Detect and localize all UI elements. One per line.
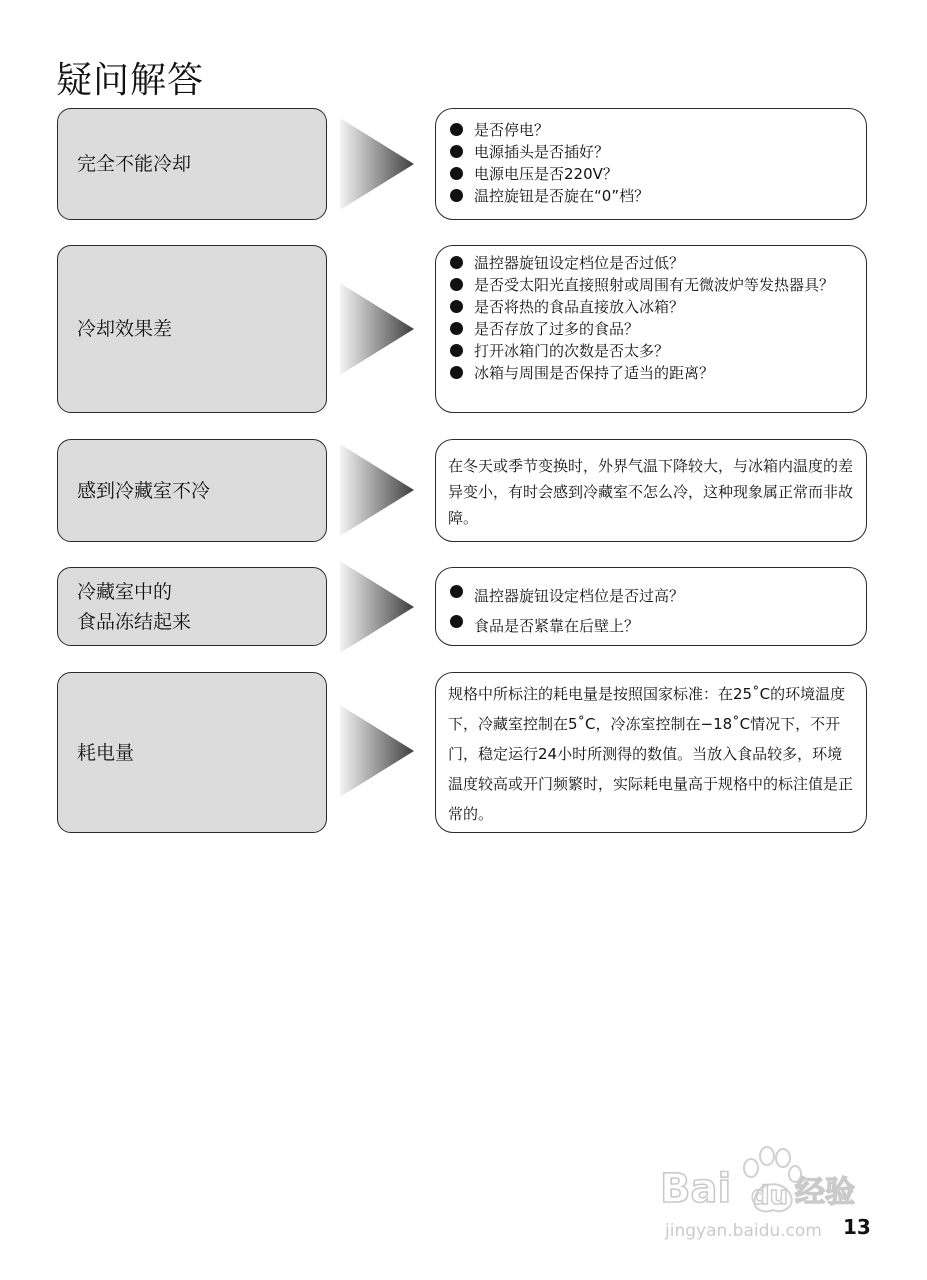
answer-item: 温控旋钮是否旋在“0”档？ — [448, 185, 854, 207]
answer-list — [448, 119, 854, 207]
problem-box — [57, 439, 327, 542]
problem-box — [57, 567, 327, 646]
problem-text: 冷藏室中的 — [77, 580, 173, 603]
answer-box — [435, 567, 867, 646]
problem-text: 食品冻结起来 — [77, 610, 192, 633]
problem-text: 完全不能冷却 — [77, 153, 192, 175]
answer-text: 在冬天或季节变换时，外界气温下降较大，与冰箱内温度的差异变小，有时会感到冷藏室不怎么冷，这种现象属正常而非故障。 — [448, 457, 854, 527]
svg-text:du: du — [751, 1181, 789, 1211]
problem-text: 耗电量 — [77, 741, 135, 764]
answer-box — [435, 108, 867, 220]
answer-item: 是否停电？ — [448, 119, 854, 141]
baidu-watermark-logo — [655, 1140, 875, 1245]
page-number: 13 — [843, 1215, 871, 1239]
problem-box — [57, 245, 327, 413]
answer-item: 打开冰箱门的次数是否太多？ — [448, 340, 854, 362]
svg-text:jingyan.baidu.com: jingyan.baidu.com — [665, 1221, 822, 1241]
answer-box — [435, 672, 867, 833]
answer-item: 是否受太阳光直接照射或周围有无微波炉等发热器具？ — [448, 274, 854, 296]
svg-text:Bai: Bai — [660, 1166, 732, 1212]
answer-item: 电源插头是否插好？ — [448, 141, 854, 163]
answer-list — [448, 581, 854, 641]
problem-text: 感到冷藏室不冷 — [77, 479, 211, 502]
answer-text: 规格中所标注的耗电量是按照国家标准：在25˚C的环境温度下，冷藏室控制在5˚C，冷冻室控制在−18˚C情况下，不开门，稳定运行24小时所测得的数值。当放入食品较多，环境温度较高或开门频繁时，实际耗电量高于规格中的标注值是正常的。 — [448, 685, 854, 823]
problem-box — [57, 672, 327, 833]
answer-list — [448, 252, 854, 384]
problem-box — [57, 108, 327, 220]
answer-box — [435, 439, 867, 542]
answer-item: 电源电压是否220V？ — [448, 163, 854, 185]
arrow-icon — [340, 283, 414, 375]
answer-item: 是否存放了过多的食品？ — [448, 318, 854, 340]
answer-item: 温控器旋钮设定档位是否过低？ — [448, 252, 854, 274]
arrow-icon — [340, 561, 414, 653]
answer-box — [435, 245, 867, 413]
answer-item: 是否将热的食品直接放入冰箱？ — [448, 296, 854, 318]
answer-item: 冰箱与周围是否保持了适当的距离？ — [448, 362, 854, 384]
answer-item: 食品是否紧靠在后壁上？ — [448, 611, 854, 641]
answer-item: 温控器旋钮设定档位是否过高？ — [448, 581, 854, 611]
page-title: 疑问解答 — [56, 60, 205, 101]
arrow-icon — [340, 118, 414, 210]
problem-text: 冷却效果差 — [77, 318, 173, 340]
arrow-icon — [340, 444, 414, 536]
arrow-icon — [340, 705, 414, 797]
svg-text:经验: 经验 — [795, 1175, 855, 1210]
